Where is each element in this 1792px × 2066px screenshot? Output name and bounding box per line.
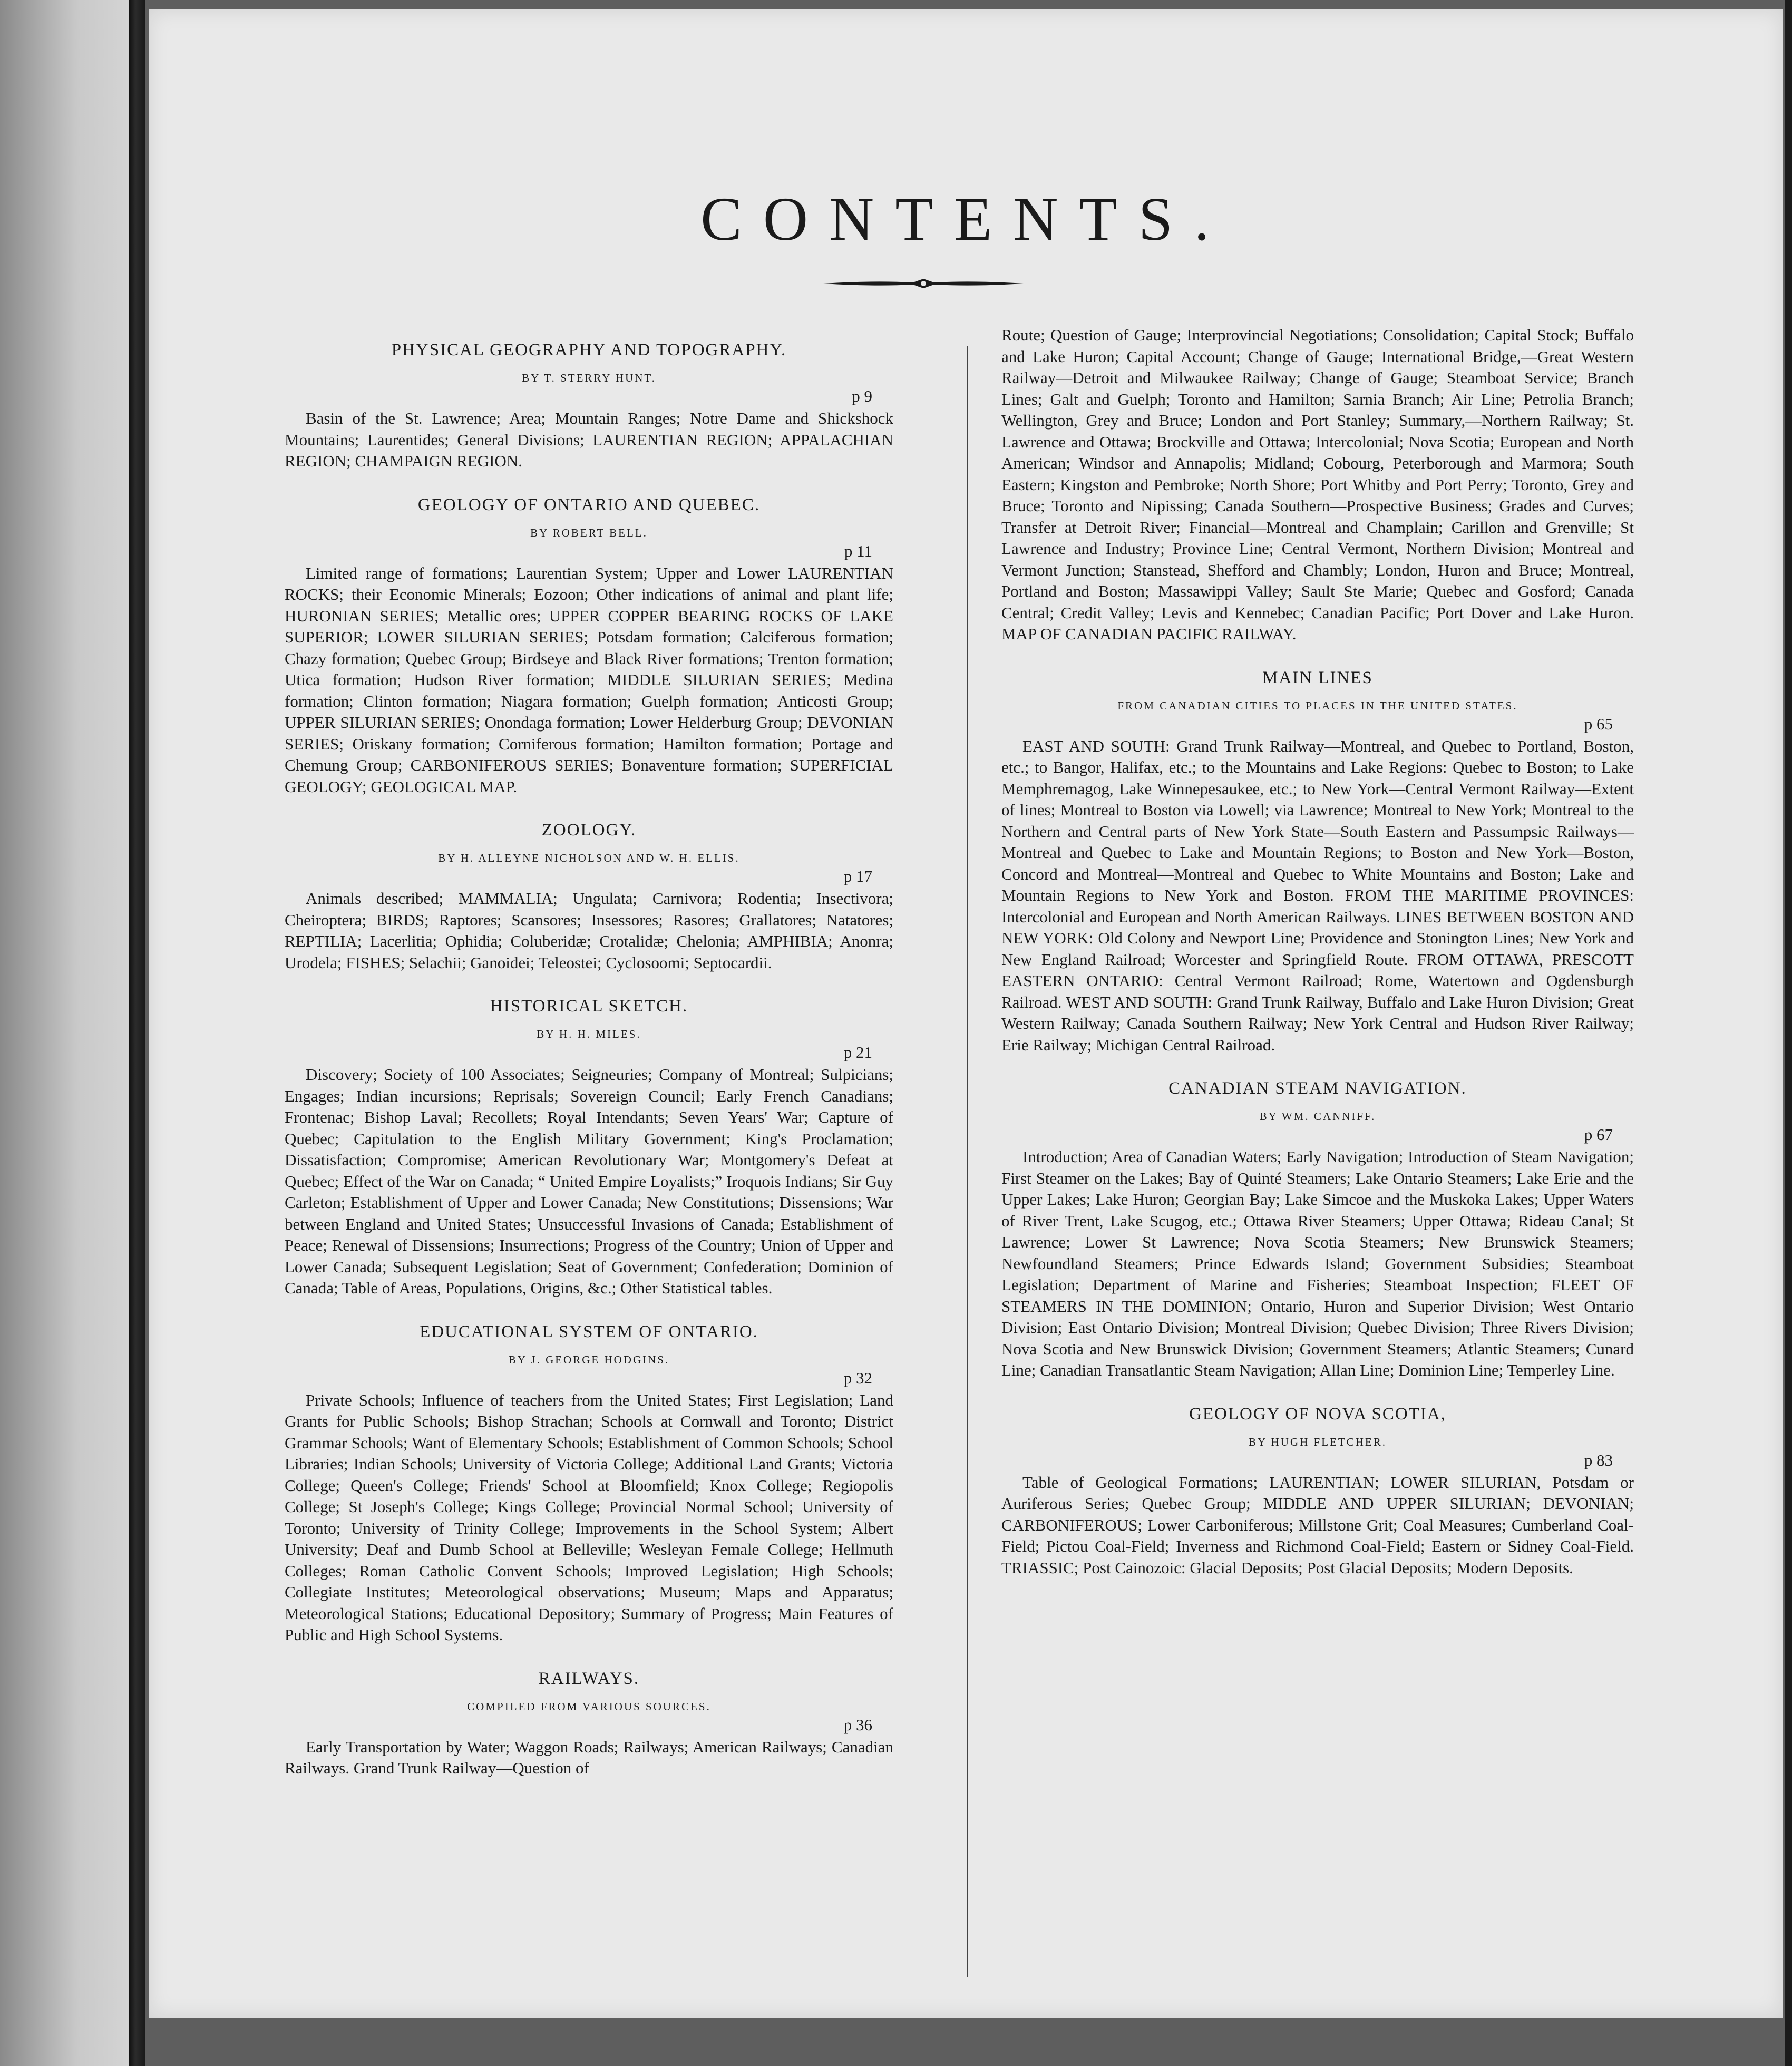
section-author: BY H. ALLEYNE NICHOLSON AND W. H. ELLIS. bbox=[438, 852, 740, 864]
section-railways-continued bbox=[1001, 325, 1634, 645]
section-page-number: p 67 bbox=[1584, 1125, 1613, 1144]
section-author: BY H. H. MILES. bbox=[537, 1028, 641, 1040]
section-author: COMPILED FROM VARIOUS SOURCES. bbox=[467, 1700, 711, 1713]
section-author: BY HUGH FLETCHER. bbox=[1249, 1435, 1387, 1448]
section-page-number: p 21 bbox=[843, 1043, 872, 1061]
page-title: CONTENTS. bbox=[700, 184, 1231, 254]
section-page-number: p 17 bbox=[843, 867, 872, 885]
section-summary: Early Transportation by Water; Waggon Roads; Railways; American Railways; Canadian Railways. Grand Trunk Railway—Question of bbox=[285, 1737, 893, 1777]
section-geology-ontario-quebec bbox=[285, 495, 893, 798]
section-heading: HISTORICAL SKETCH. bbox=[490, 997, 688, 1016]
section-page-number: p 9 bbox=[852, 387, 872, 405]
section-summary: Limited range of formations; Laurentian System; Upper and Lower LAURENTIAN ROCKS; their Economic Minerals; Eozoon; Other indications of animal and plant life; HURONIAN SERIES; Metallic ores; UPPER COPPER BEARING ROCKS OF LAKE SUPERIOR; LOWER SILURIAN SERIES; Potsdam formation; Calciferous formation; Chazy formation; Quebec Group; Birdseye and Black River formations; Trenton formation; Utica formation; Hudson River formation; MIDDLE SILURIAN SERIES; Medina formation; Clinton formation; Niagara formation; Guelph formation; Anticosti Group; UPPER SILURIAN SERIES; Onondaga formation; Lower Helderburg Group; DEVONIAN SERIES; Oriskany formation; Corniferous formation; Hamilton formation; Portage and Chemung Group; CARBONIFEROUS SERIES; Bonaventure formation; SUPERFICIAL GEOLOGY; GEOLOGICAL MAP. bbox=[285, 563, 893, 796]
section-main-lines bbox=[1001, 668, 1634, 1056]
section-author: BY WM. CANNIFF. bbox=[1259, 1110, 1376, 1123]
section-heading: CANADIAN STEAM NAVIGATION. bbox=[1168, 1079, 1467, 1098]
ornament-rule-icon bbox=[823, 276, 1024, 291]
section-page-number: p 32 bbox=[843, 1368, 872, 1387]
section-geology-nova-scotia bbox=[1001, 1405, 1634, 1579]
section-summary: Table of Geological Formations; LAURENTIAN; LOWER SILURIAN, Potsdam or Auriferous Series; Quebec Group; MIDDLE AND UPPER SILURIAN; DEVONIAN; CARBONIFEROUS; Lower Carboniferous; Millstone Grit; Coal Measures; Cumberland Coal-Field; Pictou Coal-Field; Inverness and Richmond Coal-Field; Eastern or Sidney Coal-Field. TRIASSIC; Post Cainozoic: Glacial Deposits; Post Glacial Deposits; Modern Deposits. bbox=[1001, 1473, 1634, 1577]
section-page-number: p 36 bbox=[843, 1715, 872, 1734]
book-spine bbox=[129, 0, 145, 2066]
section-zoology bbox=[285, 821, 893, 973]
section-railways bbox=[285, 1669, 893, 1779]
section-author: BY T. STERRY HUNT. bbox=[522, 372, 656, 384]
contents-page bbox=[149, 9, 1783, 2018]
section-physical-geography bbox=[285, 340, 893, 472]
section-page-number: p 83 bbox=[1584, 1450, 1613, 1469]
section-author: BY ROBERT BELL. bbox=[530, 526, 648, 539]
section-heading: MAIN LINES bbox=[1262, 668, 1373, 687]
left-column bbox=[285, 340, 893, 1802]
column-divider bbox=[967, 346, 968, 1977]
section-summary: EAST AND SOUTH: Grand Trunk Railway—Montreal, and Quebec to Portland, Boston, etc.; to Bangor, Halifax, etc.; to the Mountains and Lake Regions: Quebec to Boston; to Lake Memphremagog, Lake Winnepesaukee, etc.; to New York—Central Vermont Railway—Extent of lines; Montreal to Boston via Lowell; via Lawrence; Montreal to New York; Montreal to the Northern and Central parts of New York State—South Eastern and Passumpsic Railways—Montreal and Quebec to Lake and Mountain Regions; to Boston and New York—Boston, Concord and Montreal—Montreal and Quebec to White Mountains and Boston; Lake and Mountain Regions to New York and Boston. FROM THE MARITIME PROVINCES: Intercolonial and European and North American Railways. LINES BETWEEN BOSTON AND NEW YORK: Old Colony and Newport Line; Providence and Stonington Lines; New York and New England Railroad; Worcester and Springfield Route. FROM OTTAWA, PRESCOTT EASTERN ONTARIO: Central Vermont Railroad; Rome, Watertown and Ogdensburgh Railroad. WEST AND SOUTH: Grand Trunk Railway, Buffalo and Lake Huron Division; Great Western Railway; Canada Southern Railway; New York Central and Hudson River Railway; Erie Railway; Michigan Central Railroad. bbox=[1001, 736, 1634, 1054]
section-author: BY J. GEORGE HODGINS. bbox=[508, 1353, 670, 1366]
section-summary: Discovery; Society of 100 Associates; Seigneuries; Company of Montreal; Sulpicians; Engages; Indian incursions; Reprisals; Sovereign Council; Early French Canadians; Frontenac; Bishop Laval; Recollets; Royal Intendants; Seven Years' War; Capture of Quebec; Capitulation to the English Military Government; King's Proclamation; Dissatisfaction; Compromise; American Revolutionary War; Montgomery's Defeat at Quebec; Effect of the War on Canada; “ United Empire Loyalists;” Iroquois Indians; Sir Guy Carleton; Establishment of Upper and Lower Canada; New Constitutions; Dissensions; War between England and United States; Unsuccessful Invasions of Canada; Establishment of Peace; Renewal of Dissensions; Insurrections; Progress of the Country; Union of Upper and Lower Canada; Subsequent Legislation; Seat of Government; Confederation; Dominion of Canada; Table of Areas, Populations, Origins, &c.; Other Statistical tables. bbox=[285, 1065, 893, 1297]
section-historical-sketch bbox=[285, 997, 893, 1299]
section-author: FROM CANADIAN CITIES TO PLACES IN THE UNITED STATES. bbox=[1117, 699, 1518, 712]
section-summary: Introduction; Area of Canadian Waters; Early Navigation; Introduction of Steam Navigation; First Steamer on the Lakes; Bay of Quinté Steamers; Lake Ontario Steamers; Lake Erie and the Upper Lakes; Lake Huron; Georgian Bay; Lake Simcoe and the Muskoka Lakes; Upper Waters of River Trent, Lake Scugog, etc.; Ottawa River Steamers; Upper Ottawa; Rideau Canal; St Lawrence; Lower St Lawrence; Nova Scotia Steamers; New Brunswick Steamers; Newfoundland Steamers; Prince Edwards Island; Government Subsidies; Steamboat Legislation; Department of Marine and Fisheries; Steamboat Inspection; FLEET OF STEAMERS IN THE DOMINION; Ontario, Huron and Superior Division; West Ontario Division; East Ontario Division; Montreal Division; Quebec Division; Three Rivers Division; Nova Scotia and New Brunswick Division; Government Steamers; Atlantic Steamers; Cunard Line; Canadian Transatlantic Steam Navigation; Allan Line; Dominion Line; Temperley Line. bbox=[1001, 1147, 1634, 1379]
section-heading: GEOLOGY OF NOVA SCOTIA, bbox=[1189, 1404, 1446, 1424]
section-page-number: p 11 bbox=[844, 541, 872, 560]
right-column bbox=[1001, 325, 1634, 1602]
section-steam-navigation bbox=[1001, 1079, 1634, 1381]
page-edge-shadow bbox=[1785, 0, 1792, 2066]
section-summary-continued: Route; Question of Gauge; Interprovincial Negotiations; Consolidation; Capital Stock; Buffalo and Lake Huron; Capital Account; Change of Gauge; International Bridge,—Great Western Railway—Detroit and Milwaukee Railway; Change of Gauge; Steamboat Service; Branch Lines; Galt and Guelph; Toronto and Hamilton; Sarnia Branch; Air Line; Petrolia Branch; Wellington, Grey and Bruce; London and Port Stanley; Summary,—Northern Railway; St. Lawrence and Ottawa; Brockville and Ottawa; Intercolonial; Nova Scotia; European and North American; Windsor and Annapolis; Midland; Cobourg, Peterborough and Marmora; South Eastern; Kingston and Pembroke; North Shore; Port Whitby and Port Perry; Toronto, Grey and Bruce; Toronto and Nipissing; Canada Southern—Prospective Business; Grades and Curves; Transfer at Detroit River; Financial—Montreal and Champlain; Carillon and Grenville; St Lawrence and Industry; Province Line; Central Vermont, Northern Division; Montreal and Vermont Junction; Stanstead, Shefford and Chambly; London, Huron and Bruce; Montreal, Portland and Boston; Massawippi Valley; Sault Ste Marie; Quebec and Gosford; Canada Central; Credit Valley; Levis and Kennebec; Canadian Pacific; Port Dover and Lake Huron. MAP OF CANADIAN PACIFIC RAILWAY. bbox=[1001, 326, 1634, 643]
section-summary: Basin of the St. Lawrence; Area; Mountain Ranges; Notre Dame and Shickshock Mountains; Laurentides; General Divisions; LAURENTIAN REGION; APPALACHIAN REGION; CHAMPAIGN REGION. bbox=[285, 409, 893, 470]
section-summary: Animals described; MAMMALIA; Ungulata; Carnivora; Rodentia; Insectivora; Cheiroptera; BIRDS; Raptores; Scansores; Insessores; Rasores; Grallatores; Natatores; REPTILIA; Lacerlitia; Ophidia; Coluberidæ; Crotalidæ; Chelonia; AMPHIBIA; Anonra; Urodela; FISHES; Selachii; Ganoidei; Teleostei; Cyclosoomi; Septocardii. bbox=[285, 889, 893, 972]
facing-page-edge bbox=[0, 0, 129, 2066]
section-summary: Private Schools; Influence of teachers from the United States; First Legislation; Land Grants for Public Schools; Bishop Strachan; Schools at Cornwall and Toronto; District Grammar Schools; Want of Elementary Schools; Establishment of Common Schools; School Libraries; Indian Schools; University of Victoria College; Additional Land Grants; Victoria College; Queen's College; Friends' School at Bloomfield; Knox College; Regiopolis College; St Joseph's College; Kings College; Provincial Normal School; University of Toronto; University of Trinity College; Improvements in the School System; Albert University; Deaf and Dumb School at Belleville; Wesleyan Female College; Hellmuth Colleges; Roman Catholic Convent Schools; Improved Legislation; High Schools; Collegiate Institutes; Meteorological observations; Museum; Maps and Apparatus; Meteorological Stations; Educational Depository; Summary of Progress; Main Features of Public and High School Systems. bbox=[285, 1390, 893, 1644]
section-heading: ZOOLOGY. bbox=[541, 821, 637, 840]
section-heading: PHYSICAL GEOGRAPHY AND TOPOGRAPHY. bbox=[391, 340, 787, 359]
section-heading: RAILWAYS. bbox=[538, 1669, 640, 1688]
section-educational-system bbox=[285, 1322, 893, 1646]
section-heading: GEOLOGY OF ONTARIO AND QUEBEC. bbox=[417, 495, 761, 514]
section-heading: EDUCATIONAL SYSTEM OF ONTARIO. bbox=[420, 1322, 758, 1341]
section-page-number: p 65 bbox=[1584, 714, 1613, 733]
